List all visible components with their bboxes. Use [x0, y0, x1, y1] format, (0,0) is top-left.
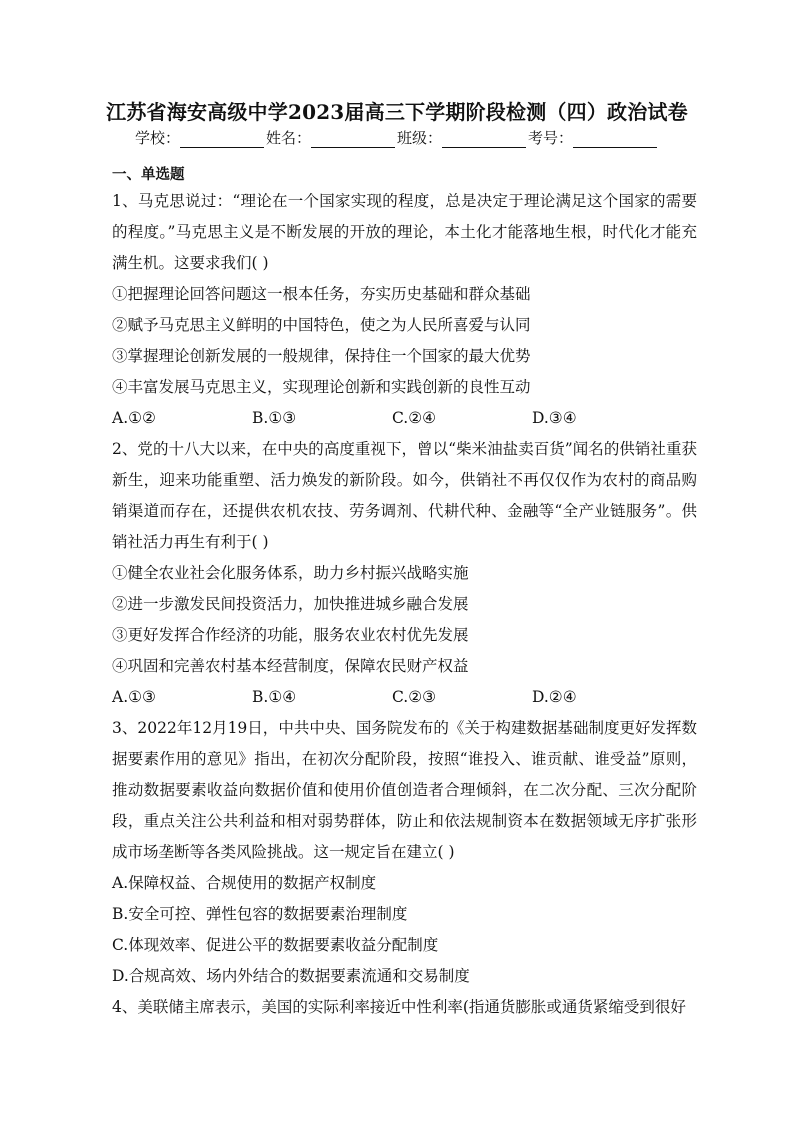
choice-a[interactable]: A.①② [112, 409, 156, 427]
exam-number-label: 考号： [528, 129, 574, 147]
choice-c[interactable]: C.②③ [392, 688, 437, 706]
answer-choices [112, 403, 697, 434]
question-statement: ②进一步激发民间投资活力，加快推进城乡融合发展 [112, 595, 469, 613]
question-stem: 4、美联储主席表示，美国的实际利率接近中性利率(指通货膨胀或通货紧缩受到很好 [112, 998, 686, 1016]
choice-d[interactable]: D.合规高效、场内外结合的数据要素流通和交易制度 [112, 967, 470, 985]
question-statement: ①把握理论回答问题这一根本任务，夯实历史基础和群众基础 [112, 285, 531, 303]
name-label: 姓名： [265, 129, 311, 147]
class-label: 班级： [397, 129, 443, 147]
choice-b[interactable]: B.安全可控、弹性包容的数据要素治理制度 [112, 905, 408, 923]
page-title: 江苏省海安高级中学2023届高三下学期阶段检测（四）政治试卷 [106, 100, 688, 124]
question-statement: ④巩固和完善农村基本经营制度，保障农民财产权益 [112, 657, 469, 675]
question-statement: ②赋予马克思主义鲜明的中国特色，使之为人民所喜爱与认同 [112, 316, 531, 334]
student-info-row [0, 127, 794, 148]
choice-b[interactable]: B.①④ [252, 688, 297, 706]
question-3 [112, 713, 697, 992]
exam-number-field [528, 127, 659, 148]
name-field [266, 127, 397, 148]
exam-number-blank[interactable] [573, 131, 657, 148]
answer-choices [112, 682, 697, 713]
question-stem: 3、2022年12月19日，中共中央、国务院发布的《关于构建数据基础制度更好发挥数据要素作用的意见》指出，在初次分配阶段，按照“谁投入、谁贡献、谁受益”原则，推动数据要素收益向数据价值和使用价值创造者合理倾斜，在二次分配、三次分配阶段，重点关注公共利益和相对弱势群体，防止和依法规制资本在数据领域无序扩张形成市场垄断等各类风险挑战。这一规定旨在建立( ) [112, 719, 697, 861]
school-blank[interactable] [180, 131, 264, 148]
class-field [397, 127, 528, 148]
question-stem: 1、马克思说过：“理论在一个国家实现的程度，总是决定于理论满足这个国家的需要的程度。”马克思主义是不断发展的开放的理论，本土化才能落地生根，时代化才能充满生机。这要求我们( ) [112, 192, 697, 272]
choice-d[interactable]: D.③④ [532, 409, 577, 427]
name-blank[interactable] [311, 131, 395, 148]
choice-c[interactable]: C.体现效率、促进公平的数据要素收益分配制度 [112, 936, 439, 954]
question-statement: ③掌握理论创新发展的一般规律，保持住一个国家的最大优势 [112, 347, 531, 365]
choice-d[interactable]: D.②④ [532, 688, 577, 706]
question-stem: 2、党的十八大以来，在中央的高度重视下，曾以“柴米油盐卖百货”闻名的供销社重获新生，迎来功能重塑、活力焕发的新阶段。如今，供销社不再仅仅作为农村的商品购销渠道而存在，还提供农机农技、劳务调剂、代耕代种、金融等“全产业链服务”。供销社活力再生有利于( ) [112, 440, 697, 551]
choice-c[interactable]: C.②④ [392, 409, 437, 427]
question-1 [112, 186, 697, 434]
question-4 [112, 992, 697, 1023]
class-blank[interactable] [442, 131, 526, 148]
question-statement: ④丰富发展马克思主义，实现理论创新和实践创新的良性互动 [112, 378, 531, 396]
question-content [112, 164, 697, 1023]
choice-a[interactable]: A.保障权益、合规使用的数据产权制度 [112, 874, 377, 892]
choice-b[interactable]: B.①③ [252, 409, 297, 427]
school-field [135, 127, 266, 148]
school-label: 学校： [134, 129, 180, 147]
section-heading: 一、单选题 [112, 166, 185, 183]
question-statement: ③更好发挥合作经济的功能，服务农业农村优先发展 [112, 626, 469, 644]
choice-a[interactable]: A.①③ [112, 688, 156, 706]
question-2 [112, 434, 697, 713]
question-statement: ①健全农业社会化服务体系，助力乡村振兴战略实施 [112, 564, 469, 582]
